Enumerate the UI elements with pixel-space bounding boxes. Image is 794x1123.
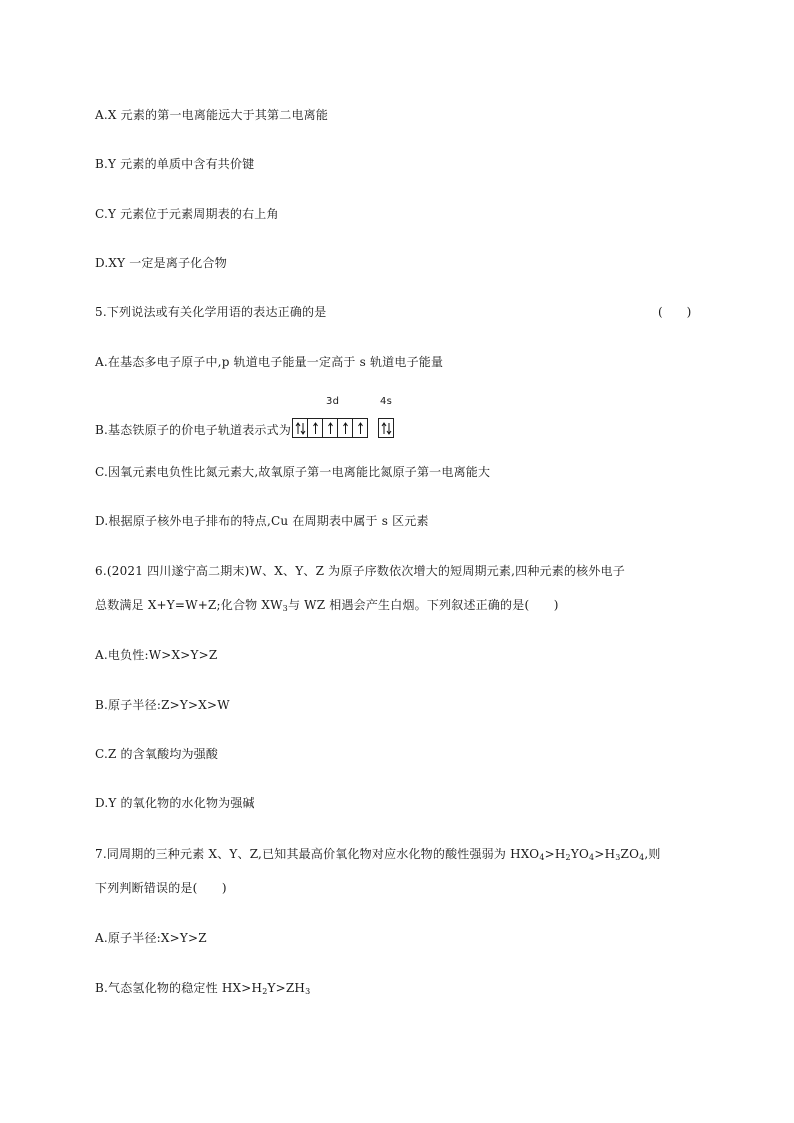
q6-option-a: A.电负性:W>X>Y>Z bbox=[95, 648, 218, 662]
q7-stem-part: ,则 bbox=[644, 847, 661, 861]
orbital-label-4s: 4s bbox=[380, 396, 393, 407]
q6-option-d: D.Y 的氧化物的水化物为强碱 bbox=[95, 796, 255, 810]
orbital-box bbox=[379, 419, 393, 437]
subscript: 4 bbox=[539, 853, 545, 862]
q4-option-b: B.Y 元素的单质中含有共价键 bbox=[95, 157, 255, 171]
subscript: 3 bbox=[615, 853, 621, 862]
q4-option-d: D.XY 一定是离子化合物 bbox=[95, 256, 227, 270]
paired-electron-arrows-icon bbox=[294, 420, 307, 437]
q4-option-c: C.Y 元素位于元素周期表的右上角 bbox=[95, 207, 279, 221]
q7-stem-part: >H bbox=[544, 847, 566, 861]
q6-option-c: C.Z 的含氧酸均为强酸 bbox=[95, 747, 219, 761]
q6-stem-line1: 6.(2021 四川遂宁高二期末)W、X、Y、Z 为原子序数依次增大的短周期元素,四种元素的核外电子 bbox=[95, 564, 625, 578]
q7-stem-line1 bbox=[95, 846, 661, 862]
q7-stem-part: >H bbox=[594, 847, 616, 861]
q5-stem: 5.下列说法或有关化学用语的表达正确的是 bbox=[95, 305, 327, 319]
q7-stem-line2: 下列判断错误的是( ) bbox=[95, 881, 227, 895]
electron-arrow-icon bbox=[339, 420, 352, 437]
orbital-diagram-4s bbox=[378, 396, 394, 438]
subscript: 4 bbox=[639, 853, 645, 862]
electron-arrow-icon bbox=[309, 420, 322, 437]
subscript: 3 bbox=[305, 987, 311, 996]
q5-option-d: D.根据原子核外电子排布的特点,Cu 在周期表中属于 s 区元素 bbox=[95, 514, 429, 528]
orbital-box bbox=[338, 419, 353, 437]
q5-option-b bbox=[95, 396, 394, 438]
q7-option-b bbox=[95, 980, 310, 996]
q5-option-b-text: B.基态铁原子的价电子轨道表示式为 bbox=[95, 423, 292, 437]
subscript: 2 bbox=[262, 987, 268, 996]
q6-stem-line2 bbox=[95, 597, 559, 613]
orbital-boxes-3d bbox=[292, 418, 368, 438]
orbital-box bbox=[293, 419, 308, 437]
orbital-box bbox=[353, 419, 367, 437]
subscript: 3 bbox=[282, 604, 288, 613]
q6-stem2-part: 与 WZ 相遇会产生白烟。下列叙述正确的是( ) bbox=[287, 598, 559, 612]
subscript: 4 bbox=[589, 853, 595, 862]
q6-stem2-part: 总数满足 X+Y=W+Z;化合物 XW bbox=[95, 598, 283, 612]
q4-option-a: A.X 元素的第一电离能远大于其第二电离能 bbox=[95, 108, 329, 122]
orbital-diagram-3d bbox=[292, 396, 368, 438]
q6-option-b: B.原子半径:Z>Y>X>W bbox=[95, 698, 230, 712]
q7-stem-part: 7.同周期的三种元素 X、Y、Z,已知其最高价氧化物对应水化物的酸性强弱为 HXO bbox=[95, 847, 540, 861]
electron-arrow-icon bbox=[324, 420, 337, 437]
q7-optb-part: B.气态氢化物的稳定性 HX>H bbox=[95, 981, 263, 995]
paired-electron-arrows-icon bbox=[380, 420, 393, 437]
q5-option-c: C.因氧元素电负性比氮元素大,故氧原子第一电离能比氮原子第一电离能大 bbox=[95, 465, 491, 479]
q7-option-a: A.原子半径:X>Y>Z bbox=[95, 931, 207, 945]
orbital-boxes-4s bbox=[378, 418, 394, 438]
subscript: 2 bbox=[565, 853, 571, 862]
q5-option-a: A.在基态多电子原子中,p 轨道电子能量一定高于 s 轨道电子能量 bbox=[95, 355, 444, 369]
q7-stem-part: YO bbox=[570, 847, 590, 861]
orbital-label-3d: 3d bbox=[326, 396, 340, 407]
q7-optb-part: Y>ZH bbox=[267, 981, 306, 995]
q5-answer-paren: ( ) bbox=[658, 305, 692, 319]
orbital-box bbox=[323, 419, 338, 437]
q7-stem-part: ZO bbox=[620, 847, 640, 861]
electron-arrow-icon bbox=[354, 420, 367, 437]
orbital-box bbox=[308, 419, 323, 437]
